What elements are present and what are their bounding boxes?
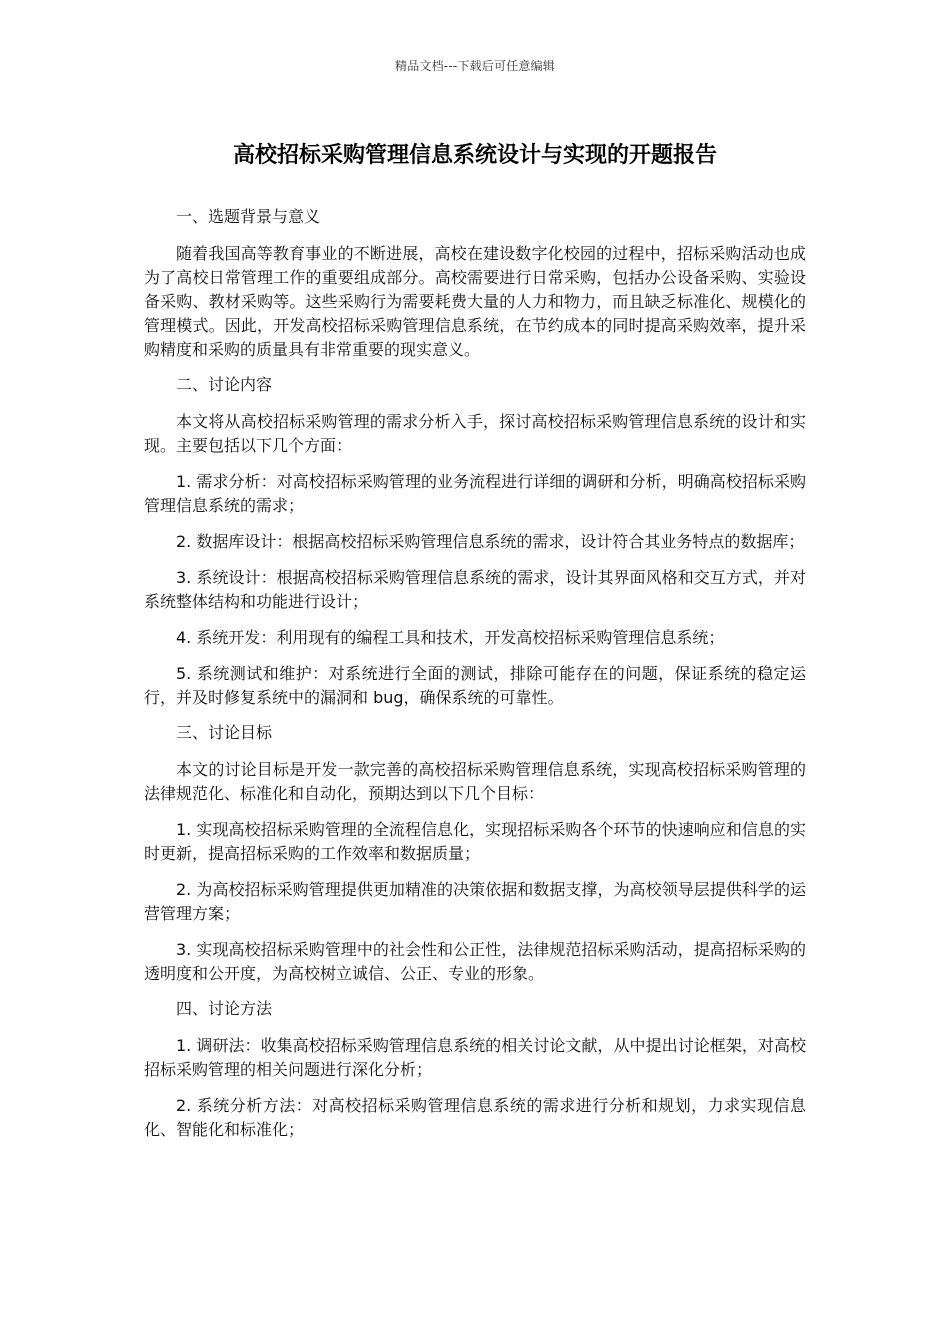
document-body	[144, 205, 806, 1154]
paragraph-goals-intro: 本文的讨论目标是开发一款完善的高校招标采购管理信息系统，实现高校招标采购管理的法律规范化、标准化和自动化，预期达到以下几个目标：	[144, 760, 806, 803]
header-note: 精品文档---下载后可任意编辑	[395, 59, 555, 73]
list-item-methods-2: 2. 系统分析方法：对高校招标采购管理信息系统的需求进行分析和规划，力求实现信息化、智能化和标准化；	[144, 1096, 806, 1139]
paragraph-content-intro: 本文将从高校招标采购管理的需求分析入手，探讨高校招标采购管理信息系统的设计和实现。主要包括以下几个方面：	[144, 412, 806, 455]
list-item-goals-1: 1. 实现高校招标采购管理的全流程信息化，实现招标采购各个环节的快速响应和信息的实时更新，提高招标采购的工作效率和数据质量；	[144, 820, 806, 863]
list-item-content-3: 3. 系统设计：根据高校招标采购管理信息系统的需求，设计其界面风格和交互方式，并对系统整体结构和功能进行设计；	[144, 568, 806, 611]
list-item-content-1: 1. 需求分析：对高校招标采购管理的业务流程进行详细的调研和分析，明确高校招标采购管理信息系统的需求；	[144, 472, 806, 515]
list-item-content-4: 4. 系统开发：利用现有的编程工具和技术，开发高校招标采购管理信息系统；	[176, 628, 725, 647]
section-heading-background: 一、选题背景与意义	[176, 207, 321, 226]
list-item-content-5: 5. 系统测试和维护：对系统进行全面的测试，排除可能存在的问题，保证系统的稳定运行，并及时修复系统中的漏洞和 bug，确保系统的可靠性。	[144, 664, 806, 707]
document-title: 高校招标采购管理信息系统设计与实现的开题报告	[232, 143, 717, 168]
section-heading-methods: 四、讨论方法	[176, 999, 273, 1018]
list-item-goals-2: 2. 为高校招标采购管理提供更加精准的决策依据和数据支撑，为高校领导层提供科学的运营管理方案；	[144, 880, 806, 923]
paragraph-background: 随着我国高等教育事业的不断进展，高校在建设数字化校园的过程中，招标采购活动也成为了高校日常管理工作的重要组成部分。高校需要进行日常采购，包括办公设备采购、实验设备采购、教材采购等。这些采购行为需要耗费大量的人力和物力，而且缺乏标准化、规模化的管理模式。因此，开发高校招标采购管理信息系统，在节约成本的同时提高采购效率，提升采购精度和采购的质量具有非常重要的现实意义。	[144, 244, 806, 359]
section-heading-content: 二、讨论内容	[176, 375, 273, 394]
list-item-goals-3: 3. 实现高校招标采购管理中的社会性和公正性，法律规范招标采购活动，提高招标采购的透明度和公开度，为高校树立诚信、公正、专业的形象。	[144, 940, 806, 983]
list-item-content-2: 2. 数据库设计：根据高校招标采购管理信息系统的需求，设计符合其业务特点的数据库；	[176, 532, 805, 551]
section-heading-goals: 三、讨论目标	[176, 723, 273, 742]
list-item-methods-1: 1. 调研法：收集高校招标采购管理信息系统的相关讨论文献，从中提出讨论框架，对高校招标采购管理的相关问题进行深化分析；	[144, 1036, 806, 1079]
